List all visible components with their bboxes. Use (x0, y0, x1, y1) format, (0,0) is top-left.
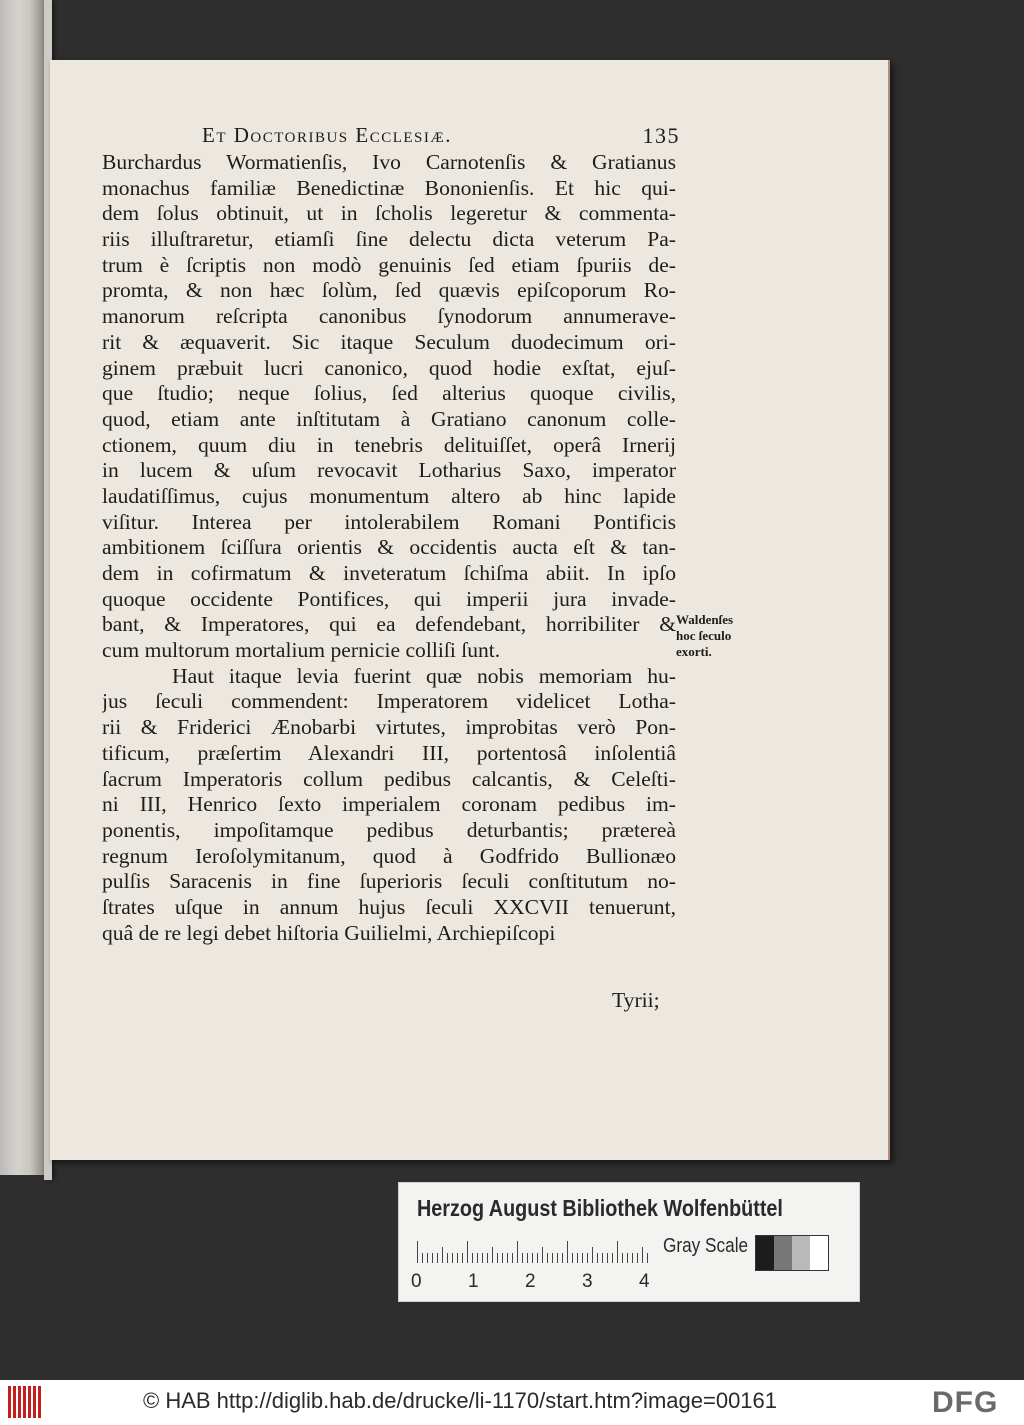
gray-scale-label: Gray Scale (663, 1235, 749, 1257)
text-line: trum è ſcriptis non modò genuinis ſed etiam ſpuriis de- (102, 252, 676, 277)
ruler-tick (537, 1253, 538, 1263)
gray-scale-swatches (755, 1235, 829, 1271)
ruler-tick (447, 1253, 448, 1263)
text-line: quâ de re legi debet hiſtoria Guilielmi, Archiepiſcopi (102, 920, 556, 945)
ruler-tick (482, 1253, 483, 1263)
logo-bar (13, 1386, 16, 1418)
logo-bar (33, 1386, 36, 1418)
text-line: Burchardus Wormatienſis, Ivo Carnotenſis & Gratianus (102, 150, 676, 174)
ruler-number: 3 (582, 1271, 593, 1292)
text-line: ctionem, quum diu in tenebris delituiſſet, operâ Irnerij (102, 432, 676, 457)
ruler-number: 4 (639, 1271, 650, 1292)
ruler-tick (462, 1253, 463, 1263)
ruler-tick (627, 1253, 628, 1263)
color-scale-card (398, 1182, 860, 1302)
ruler-tick (442, 1247, 443, 1263)
ruler-tick (457, 1253, 458, 1263)
text-line: riis illuſtraretur, etiamſi ſine delectu dicta veterum Pa- (102, 227, 676, 252)
text-line: laudatiſſimus, cujus monumentum altero ab hinc lapide (102, 483, 676, 508)
text-line: ponentis, impoſitamque pedibus deturbantis; prætereà (102, 817, 676, 842)
ruler-tick (502, 1253, 503, 1263)
marginal-note-line: Waldenſes (676, 612, 734, 627)
ruler-tick (467, 1241, 468, 1263)
page-number: 135 (642, 123, 680, 148)
text-line: ginem præbuit lucri canonico, quod hodie exſtat, ejuſ- (102, 355, 676, 380)
ruler-tick (587, 1253, 588, 1263)
ruler-tick (512, 1253, 513, 1263)
text-line: rii & Friderici Ænobarbi virtutes, improbitas verò Pon- (102, 715, 676, 740)
ruler-number: 0 (411, 1271, 422, 1292)
ruler-tick (602, 1253, 603, 1263)
gray-swatch (774, 1236, 792, 1270)
marginal-note-line: exorti. (676, 644, 712, 659)
ruler-tick (557, 1253, 558, 1263)
catchword: Tyrii; (612, 988, 660, 1012)
text-line: viſitur. Interea per intolerabilem Romani Pontificis (102, 509, 676, 534)
ruler-tick (417, 1241, 418, 1263)
ruler-tick (552, 1253, 553, 1263)
ruler-tick (452, 1253, 453, 1263)
gray-swatch (756, 1236, 774, 1270)
text-line: in lucem & uſum revocavit Lotharius Saxo, imperator (102, 458, 676, 483)
ruler-tick (647, 1253, 648, 1263)
ruler-tick (517, 1241, 518, 1263)
ruler-tick (617, 1241, 618, 1263)
hab-logo-icon (8, 1386, 44, 1418)
text-line: quoque occidente Pontifices, qui imperii jura invade- (102, 586, 676, 611)
ruler-tick (492, 1247, 493, 1263)
text-line: ſtrates uſque in annum hujus ſeculi XXCVII tenuerunt, (102, 894, 676, 919)
ruler-tick (622, 1253, 623, 1263)
ruler-tick (637, 1253, 638, 1263)
ruler-tick (487, 1253, 488, 1263)
gray-swatch (810, 1236, 828, 1270)
ruler-tick (612, 1253, 613, 1263)
text-line: rit & æquaverit. Sic itaque Seculum duodecimum ori- (102, 329, 676, 354)
ruler-tick (577, 1253, 578, 1263)
ruler-number: 1 (468, 1271, 479, 1292)
ruler-tick (477, 1253, 478, 1263)
ruler-tick (527, 1253, 528, 1263)
text-line: cum multorum mortalium pernicie colliſi ſunt. (102, 638, 501, 663)
gray-swatch (792, 1236, 810, 1270)
book-gutter (0, 0, 48, 1175)
text-line: tificum, præſertim Alexandri III, portentosâ inſolentiâ (102, 740, 676, 765)
text-line: manorum reſcripta canonibus ſynodorum annumerave- (102, 304, 676, 329)
ruler-tick (607, 1253, 608, 1263)
ruler-tick (582, 1253, 583, 1263)
text-line: promta, & non hæc ſolùm, ſed quævis epiſcoporum Ro- (102, 278, 676, 303)
ruler-tick (562, 1253, 563, 1263)
ruler-tick (567, 1241, 568, 1263)
marginal-note (676, 612, 766, 660)
logo-bar (28, 1386, 31, 1418)
text-line: Haut itaque levia fuerint quæ nobis memoriam hu- (172, 663, 676, 688)
running-head-title: Et Doctoribus Ecclesiæ. (202, 123, 452, 147)
ruler-tick (572, 1253, 573, 1263)
ruler-tick (522, 1253, 523, 1263)
text-line: dem ſolus obtinuit, ut in ſcholis legeretur & commenta- (102, 201, 676, 226)
text-line: que ſtudio; neque ſolius, ſed alterius quoque civilis, (102, 381, 676, 406)
copyright-link[interactable]: © HAB http://diglib.hab.de/drucke/li-1170/start.htm?image=00161 (143, 1388, 778, 1413)
ruler-tick (437, 1253, 438, 1263)
text-line: ambitionem ſciſſura orientis & occidentis aucta eſt & tan- (102, 535, 676, 560)
dfg-logo: DFG (932, 1386, 999, 1419)
ruler-tick (632, 1253, 633, 1263)
ruler-tick (422, 1253, 423, 1263)
text-line: ſacrum Imperatoris collum pedibus calcantis, & Celeſti- (102, 766, 676, 791)
text-line: ni III, Henrico ſexto imperialem coronam pedibus im- (102, 792, 676, 817)
text-line: dem in cofirmatum & inveteratum ſchiſma abiit. In ipſo (102, 561, 676, 585)
logo-bar (8, 1386, 11, 1418)
text-line: quod, etiam ante inſtitutam à Gratiano canonum colle- (102, 406, 676, 431)
ruler-tick (642, 1247, 643, 1263)
ruler-tick (507, 1253, 508, 1263)
ruler-tick (432, 1253, 433, 1263)
text-line: jus ſeculi commendent: Imperatorem videlicet Lotha- (102, 689, 676, 714)
footer-bar (0, 1380, 1024, 1425)
ruler (417, 1239, 647, 1263)
text-line: monachus familiæ Benedictinæ Bononienſis. Et hic qui- (102, 175, 676, 200)
body-text (102, 150, 676, 946)
ruler-tick (542, 1247, 543, 1263)
logo-bar (23, 1386, 26, 1418)
text-line: pulſis Saracenis in fine ſuperioris ſeculi conſtitutum no- (102, 869, 676, 894)
ruler-tick (472, 1253, 473, 1263)
ruler-tick (427, 1253, 428, 1263)
logo-bar (38, 1386, 41, 1418)
ruler-tick (532, 1253, 533, 1263)
ruler-tick (497, 1253, 498, 1263)
ruler-number: 2 (525, 1271, 536, 1292)
ruler-tick (547, 1253, 548, 1263)
text-line: bant, & Imperatores, qui ea defendebant, horribiliter & (102, 612, 676, 637)
text-line: regnum Ieroſolymitanum, quod à Godfrido Bullionæo (102, 843, 676, 868)
marginal-note-line: hoc ſeculo (676, 628, 732, 643)
running-head (110, 123, 680, 153)
ruler-tick (597, 1253, 598, 1263)
ruler-tick (592, 1247, 593, 1263)
logo-bar (18, 1386, 21, 1418)
library-name: Herzog August Bibliothek Wolfenbüttel (417, 1195, 783, 1221)
